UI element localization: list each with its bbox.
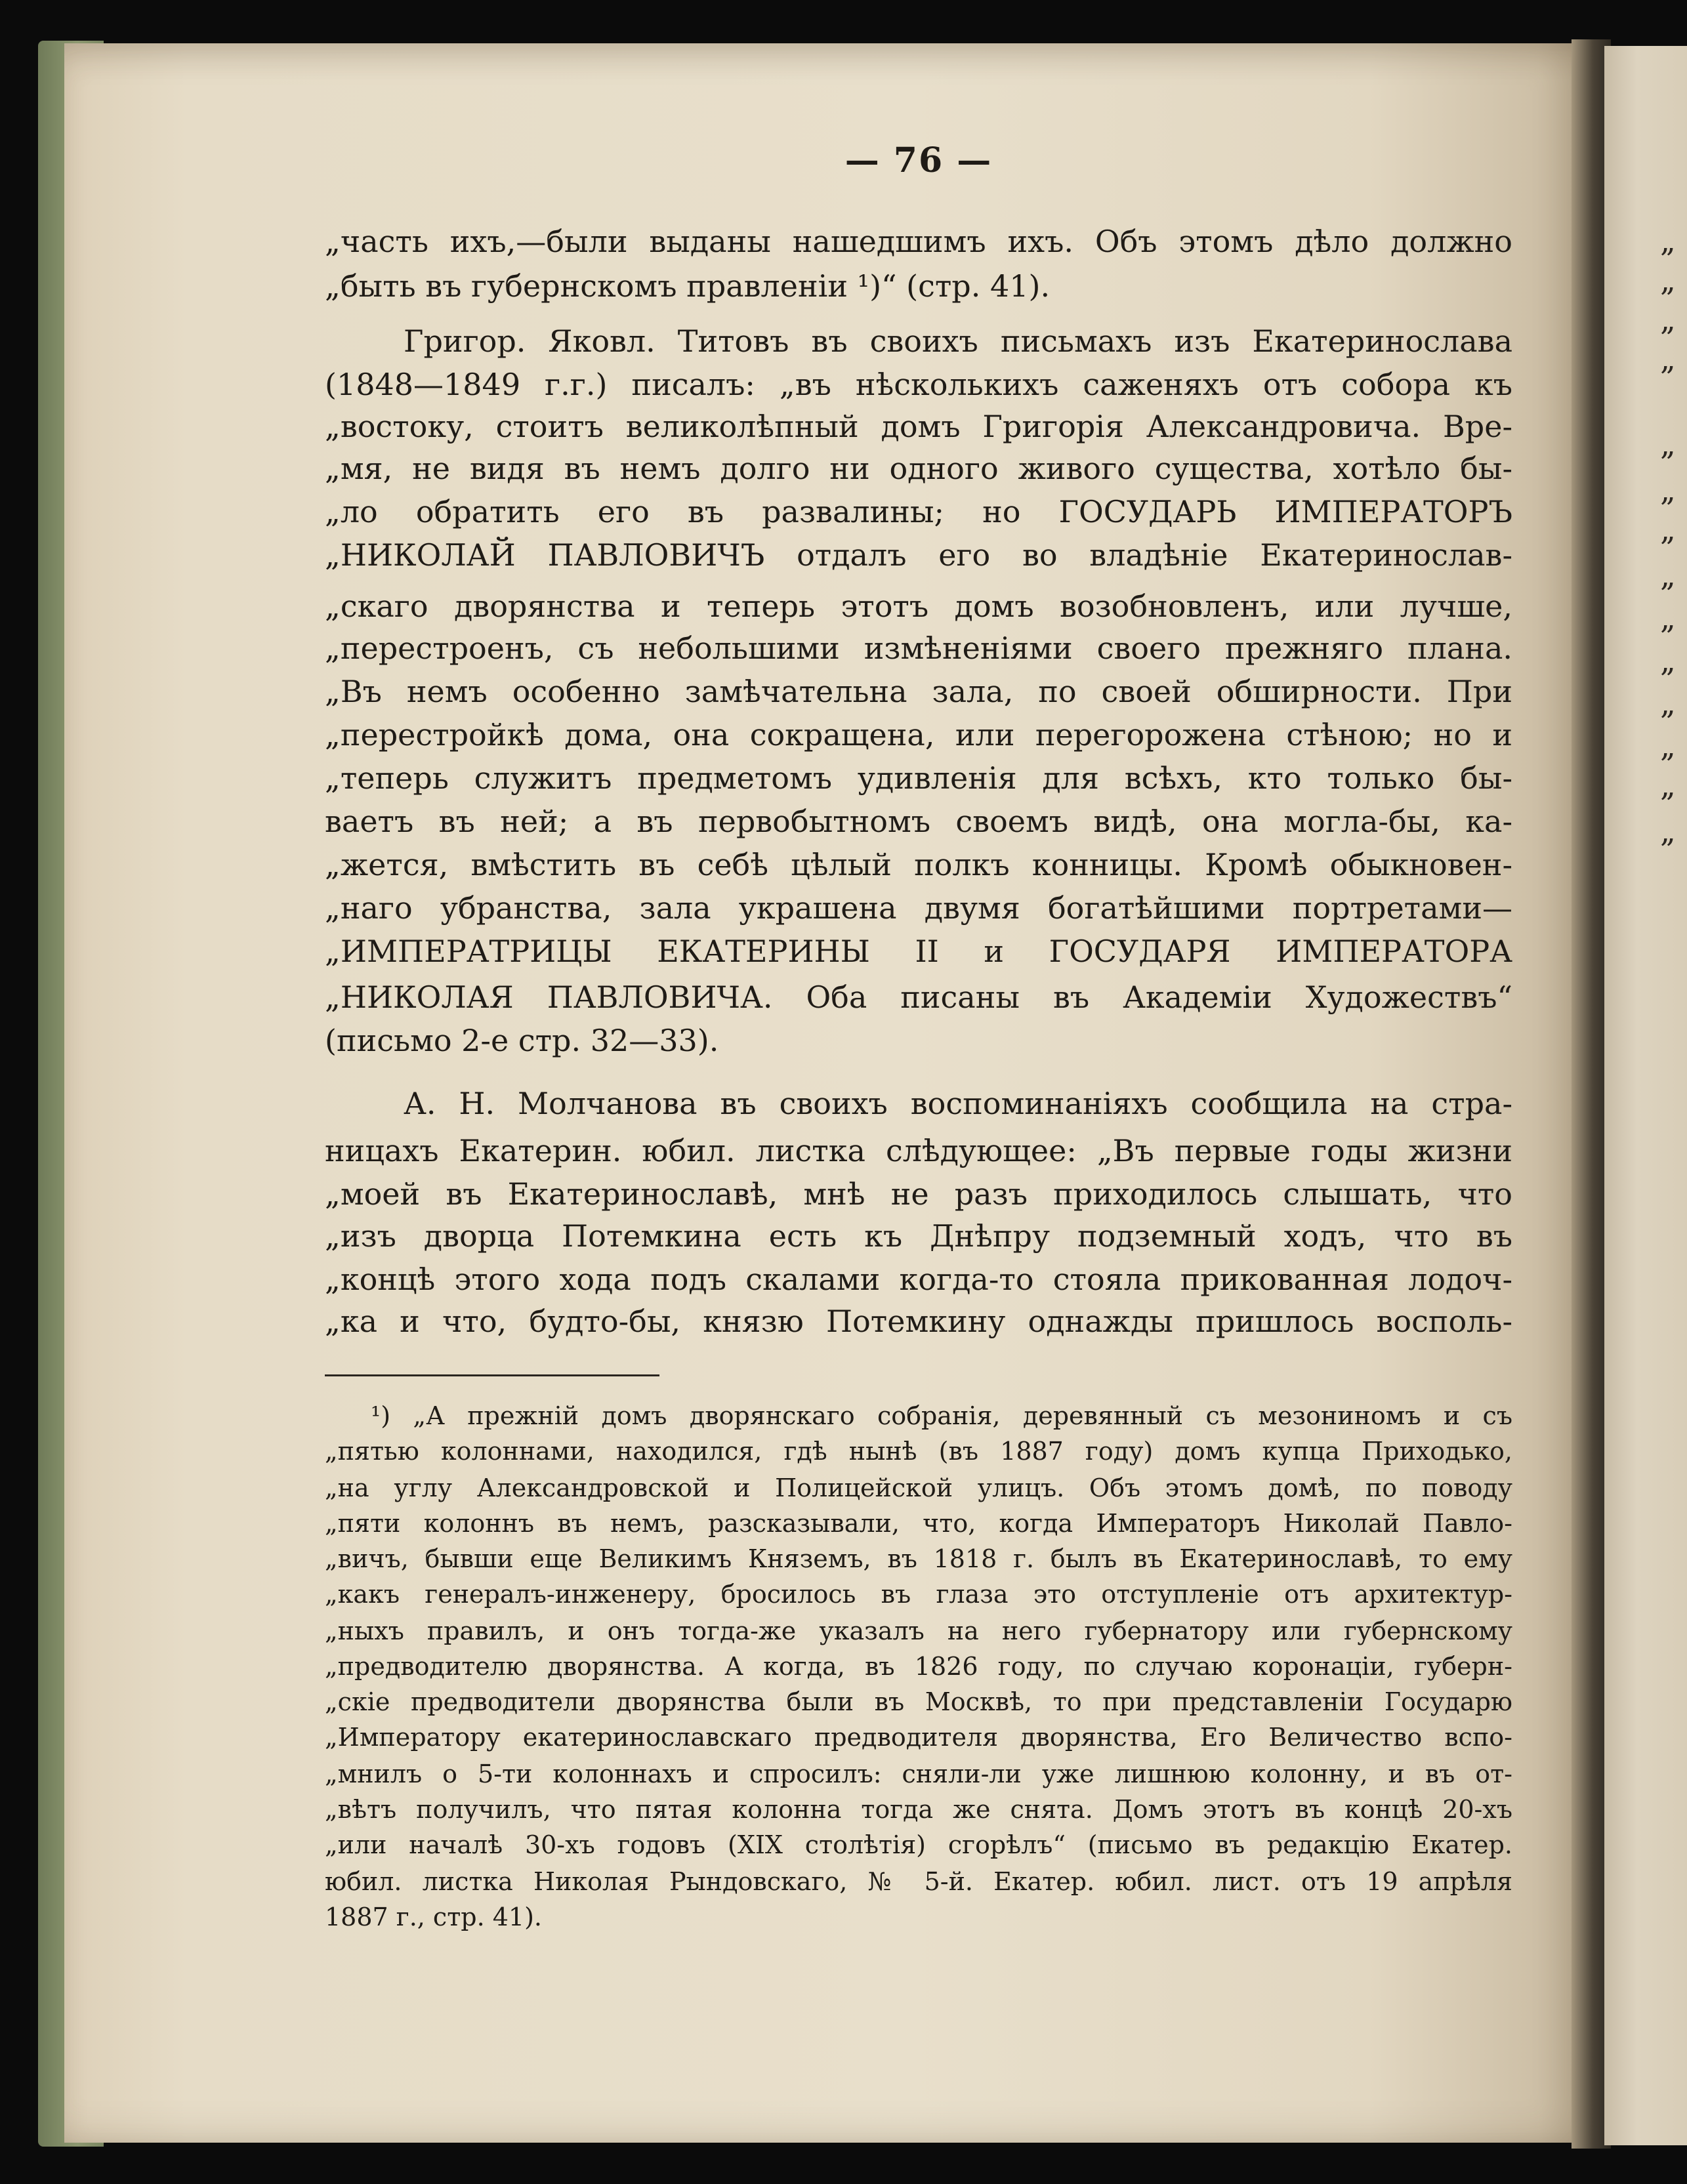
- text-line: А. Н. Молчанова въ своихъ воспоминаніяхъ сообщила на стра-: [404, 1086, 1512, 1121]
- text-line: „ка и что, будто-бы, князю Потемкину однажды пришлось восполь-: [325, 1304, 1512, 1339]
- text-line: „теперь служитъ предметомъ удивленія для всѣхъ, кто только бы-: [325, 760, 1512, 796]
- text-line: „востоку, стоитъ великолѣпный домъ Григорія Александровича. Вре-: [325, 409, 1512, 444]
- footnote-line: „предводителю дворянства. А когда, въ 1826 году, по случаю коронаціи, губерн-: [325, 1652, 1512, 1681]
- footnote-line: „вичъ, бывши еще Великимъ Княземъ, въ 1818 г. былъ въ Екатеринославѣ, то ему: [325, 1544, 1512, 1573]
- adjacent-quote-mark: „: [1660, 558, 1676, 593]
- adjacent-quote-mark: „: [1660, 302, 1676, 337]
- text-line: „концѣ этого хода подъ скалами когда-то стояла прикованная лодоч-: [325, 1262, 1512, 1297]
- text-line: „Въ немъ особенно замѣчательна зала, по своей обширности. При: [325, 674, 1512, 709]
- footnote-line: „какъ генералъ-инженеру, бросилось въ глаза это отступленіе отъ архитектур-: [325, 1580, 1512, 1609]
- footnote-line: „Императору екатеринославскаго предводителя дворянства, Его Величество вспо-: [325, 1723, 1512, 1752]
- text-line: (письмо 2-е стр. 32—33).: [325, 1023, 719, 1058]
- footnote-rule: [325, 1374, 659, 1376]
- text-line: „перестройкѣ дома, она сокращена, или перегорожена стѣною; но и: [325, 717, 1512, 752]
- text-line: „скаго дворянства и теперь этотъ домъ возобновленъ, или лучше,: [325, 588, 1512, 624]
- footnote-line: 1887 г., стр. 41).: [325, 1903, 542, 1931]
- footnote-line: „мнилъ о 5-ти колоннахъ и спросилъ: сняли-ли уже лишнюю колонну, и въ от-: [325, 1760, 1512, 1788]
- text-line: „моей въ Екатеринославѣ, мнѣ не разъ приходилось слышать, что: [325, 1176, 1512, 1212]
- text-line: „перестроенъ, съ небольшими измѣненіями своего прежняго плана.: [325, 630, 1512, 666]
- text-line: „НИКОЛАЙ ПАВЛОВИЧЪ отдалъ его во владѣніе Екатеринослав-: [325, 537, 1512, 573]
- footnote-line: „скіе предводители дворянства были въ Москвѣ, то при представленіи Государю: [325, 1687, 1512, 1716]
- text-line: (1848—1849 г.г.) писалъ: „въ нѣсколькихъ саженяхъ отъ собора къ: [325, 367, 1512, 402]
- adjacent-quote-mark: „: [1660, 341, 1676, 377]
- adjacent-quote-mark: „: [1660, 728, 1676, 764]
- text-line: „мя, не видя въ немъ долго ни одного живого существа, хотѣло бы-: [325, 451, 1512, 486]
- adjacent-quote-mark: „: [1660, 686, 1676, 721]
- adjacent-quote-mark: „: [1660, 472, 1676, 508]
- page-number: — 76 —: [844, 140, 993, 180]
- text-line: Григор. Яковл. Титовъ въ своихъ письмахъ изъ Екатеринослава: [404, 323, 1512, 359]
- footnote-line: „на углу Александровской и Полицейской улицъ. Объ этомъ домѣ, по поводу: [325, 1473, 1512, 1502]
- text-line: „изъ дворца Потемкина есть къ Днѣпру подземный ходъ, что въ: [325, 1218, 1512, 1254]
- footnote-line: юбил. листка Николая Рындовскаго, № 5-й. Екатер. юбил. лист. отъ 19 апрѣля: [325, 1867, 1512, 1896]
- adjacent-quote-mark: „: [1660, 223, 1676, 258]
- adjacent-quote-mark: „: [1660, 512, 1676, 547]
- adjacent-quote-mark: „: [1660, 426, 1676, 462]
- footnote-line: „вѣтъ получилъ, что пятая колонна тогда же снята. Домъ этотъ въ концѣ 20-хъ: [325, 1795, 1512, 1824]
- text-line: „жется, вмѣстить въ себѣ цѣлый полкъ конницы. Кромѣ обыкновен-: [325, 847, 1512, 882]
- text-line: „НИКОЛАЯ ПАВЛОВИЧА. Оба писаны въ Академіи Художествъ“: [325, 979, 1512, 1015]
- adjacent-quote-mark: „: [1660, 814, 1676, 849]
- text-line: „быть въ губернскомъ правленіи ¹)“ (стр. 41).: [325, 268, 1051, 304]
- adjacent-quote-mark: „: [1660, 768, 1676, 803]
- text-line: „наго убранства, зала украшена двумя богатѣйшими портретами—: [325, 890, 1512, 926]
- text-line: „часть ихъ,—были выданы нашедшимъ ихъ. Объ этомъ дѣло должно: [325, 224, 1512, 259]
- footnote-line: „пятью колоннами, находился, гдѣ нынѣ (въ 1887 году) домъ купца Приходько,: [325, 1437, 1512, 1466]
- adjacent-quote-mark: „: [1660, 600, 1676, 636]
- text-line: ваетъ въ ней; а въ первобытномъ своемъ видѣ, она могла-бы, ка-: [325, 804, 1512, 839]
- footnote-line: „ныхъ правилъ, и онъ тогда-же указалъ на него губернатору или губернскому: [325, 1617, 1512, 1645]
- text-line: „ИМПЕРАТРИЦЫ ЕКАТЕРИНЫ II и ГОСУДАРЯ ИМПЕРАТОРА: [325, 934, 1512, 969]
- adjacent-quote-mark: „: [1660, 643, 1676, 678]
- text-line: ницахъ Екатерин. юбил. листка слѣдующее: „Въ первые годы жизни: [325, 1133, 1512, 1168]
- adjacent-quote-mark: „: [1660, 262, 1676, 298]
- footnote-line: „или началѣ 30-хъ годовъ (XIX столѣтія) сгорѣлъ“ (письмо въ редакцію Екатер.: [325, 1830, 1512, 1859]
- footnote-line: „пяти колоннъ въ немъ, разсказывали, что, когда Императоръ Николай Павло-: [325, 1509, 1512, 1538]
- footnote-line: ¹) „А прежній домъ дворянскаго собранія, деревянный съ мезониномъ и съ: [371, 1401, 1512, 1430]
- text-line: „ло обратить его въ развалины; но ГОСУДАРЬ ИМПЕРАТОРЪ: [325, 494, 1512, 529]
